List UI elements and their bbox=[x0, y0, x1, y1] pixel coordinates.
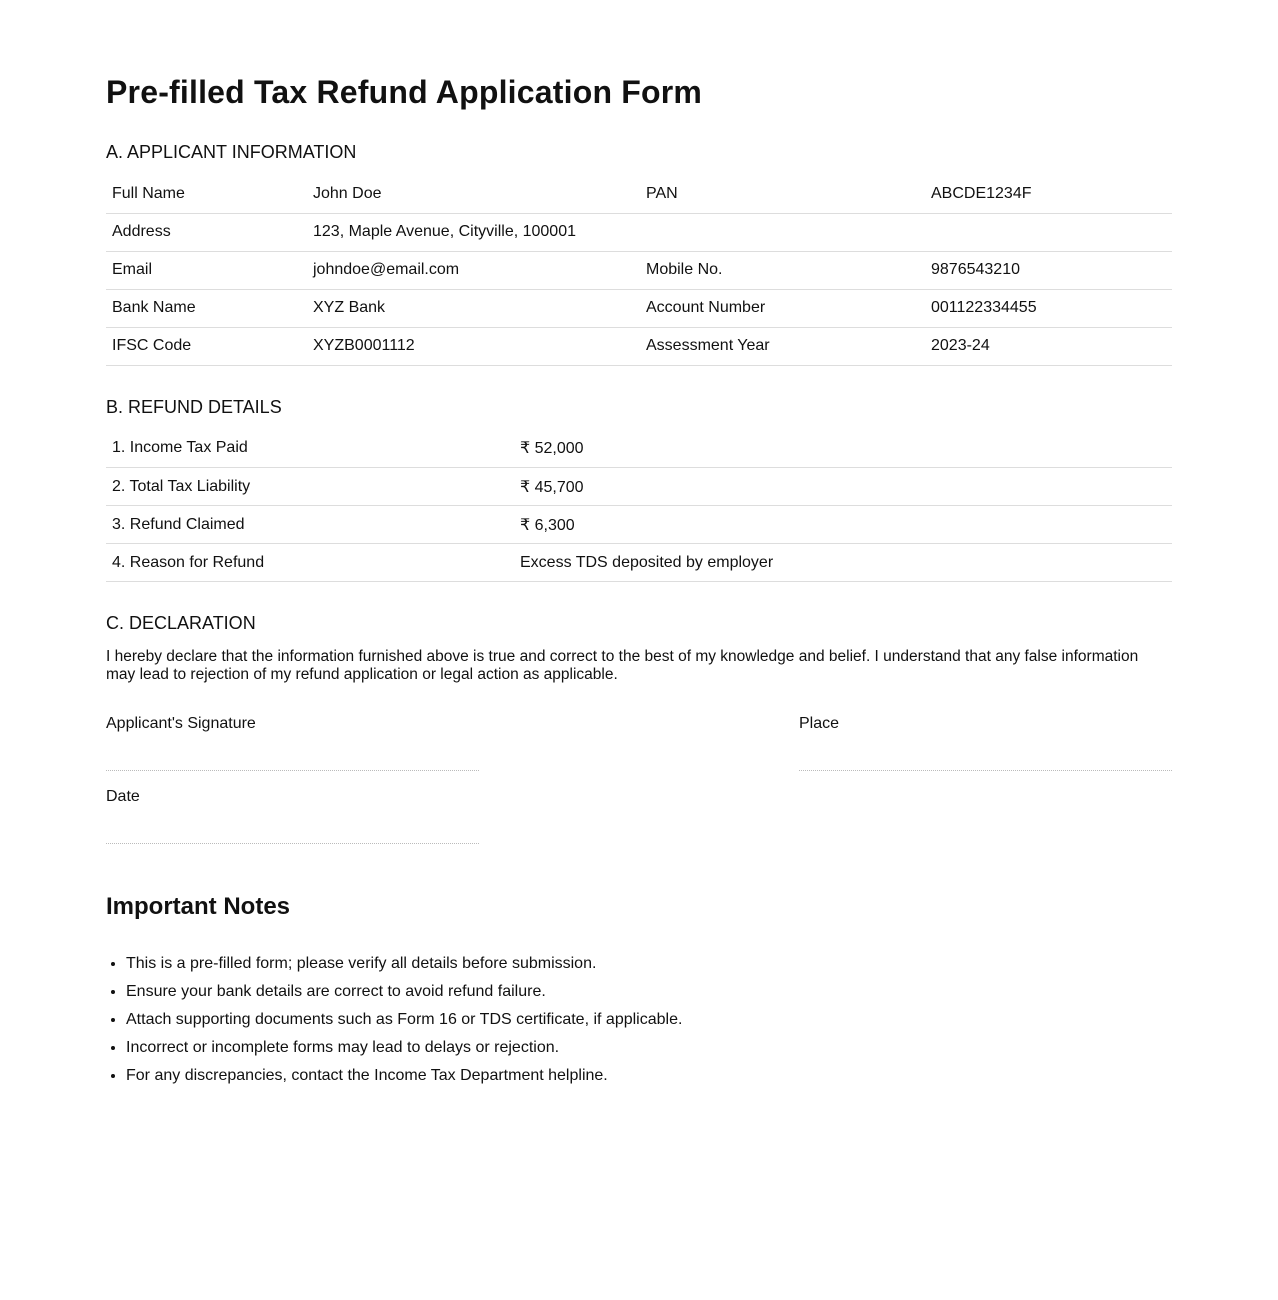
table-row bbox=[106, 251, 1172, 289]
refund-value: ₹ 6,300 bbox=[514, 506, 1172, 544]
notes-heading: Important Notes bbox=[106, 893, 291, 920]
section-b-heading: B. REFUND DETAILS bbox=[106, 396, 282, 417]
field-label: Address bbox=[106, 213, 307, 251]
field-value: ABCDE1234F bbox=[925, 175, 1172, 213]
field-label: IFSC Code bbox=[106, 327, 307, 365]
table-row bbox=[106, 175, 1172, 213]
list-item: • This is a pre-filled form; please verify all details before submission. bbox=[126, 950, 1172, 978]
place-label: Place bbox=[799, 715, 840, 732]
field-label: Email bbox=[106, 251, 307, 289]
table-row bbox=[106, 213, 1172, 251]
field-value: John Doe bbox=[307, 175, 640, 213]
refund-value: ₹ 45,700 bbox=[514, 468, 1172, 506]
list-item: • Incorrect or incomplete forms may lead to delays or rejection. bbox=[126, 1034, 1172, 1062]
field-label: Full Name bbox=[106, 175, 307, 213]
list-item: • Attach supporting documents such as Form 16 or TDS certificate, if applicable. bbox=[126, 1006, 1172, 1034]
field-value: 123, Maple Avenue, Cityville, 100001 bbox=[307, 213, 640, 251]
notes-list bbox=[106, 950, 1172, 1090]
field-value: 2023-24 bbox=[925, 327, 1172, 365]
refund-details-table bbox=[106, 430, 1172, 583]
place-line[interactable] bbox=[799, 770, 1172, 771]
refund-label: 2. Total Tax Liability bbox=[106, 468, 514, 506]
field-label bbox=[640, 213, 925, 251]
date-field[interactable] bbox=[106, 787, 479, 844]
field-label: PAN bbox=[640, 175, 925, 213]
table-row bbox=[106, 430, 1172, 468]
table-row bbox=[106, 506, 1172, 544]
applicant-info-table bbox=[106, 175, 1172, 366]
field-value: XYZB0001112 bbox=[307, 327, 640, 365]
field-value: johndoe@email.com bbox=[307, 251, 640, 289]
refund-label: 1. Income Tax Paid bbox=[106, 430, 514, 468]
refund-label: 3. Refund Claimed bbox=[106, 506, 514, 544]
field-value: XYZ Bank bbox=[307, 289, 640, 327]
table-row bbox=[106, 327, 1172, 365]
list-item: • Ensure your bank details are correct to avoid refund failure. bbox=[126, 978, 1172, 1006]
signature-line[interactable] bbox=[106, 770, 479, 771]
field-label: Bank Name bbox=[106, 289, 307, 327]
field-value: 9876543210 bbox=[925, 251, 1172, 289]
list-item: • For any discrepancies, contact the Income Tax Department helpline. bbox=[126, 1062, 1172, 1090]
section-a-heading: A. APPLICANT INFORMATION bbox=[106, 142, 357, 162]
field-value bbox=[925, 213, 1172, 251]
field-label: Mobile No. bbox=[640, 251, 925, 289]
signature-block bbox=[106, 714, 1172, 914]
field-label: Account Number bbox=[640, 289, 925, 327]
signature-field[interactable] bbox=[106, 714, 479, 771]
table-row bbox=[106, 544, 1172, 582]
refund-label: 4. Reason for Refund bbox=[106, 544, 514, 582]
refund-value: Excess TDS deposited by employer bbox=[514, 544, 1172, 582]
declaration-text: I hereby declare that the information furnished above is true and correct to the best of my knowledge and belief. I understand that any false information may lead to rejection of my refund application or legal action as applicable. bbox=[106, 648, 1139, 683]
section-c-heading: C. DECLARATION bbox=[106, 613, 256, 633]
place-field[interactable] bbox=[799, 714, 1172, 771]
signature-label: Applicant's Signature bbox=[106, 715, 256, 732]
form-page bbox=[106, 0, 1172, 1090]
date-label: Date bbox=[106, 788, 140, 805]
field-label: Assessment Year bbox=[640, 327, 925, 365]
field-value: 001122334455 bbox=[925, 289, 1172, 327]
page-title: Pre-filled Tax Refund Application Form bbox=[106, 74, 703, 110]
table-row bbox=[106, 468, 1172, 506]
date-line[interactable] bbox=[106, 843, 479, 844]
table-row bbox=[106, 289, 1172, 327]
refund-value: ₹ 52,000 bbox=[514, 430, 1172, 468]
